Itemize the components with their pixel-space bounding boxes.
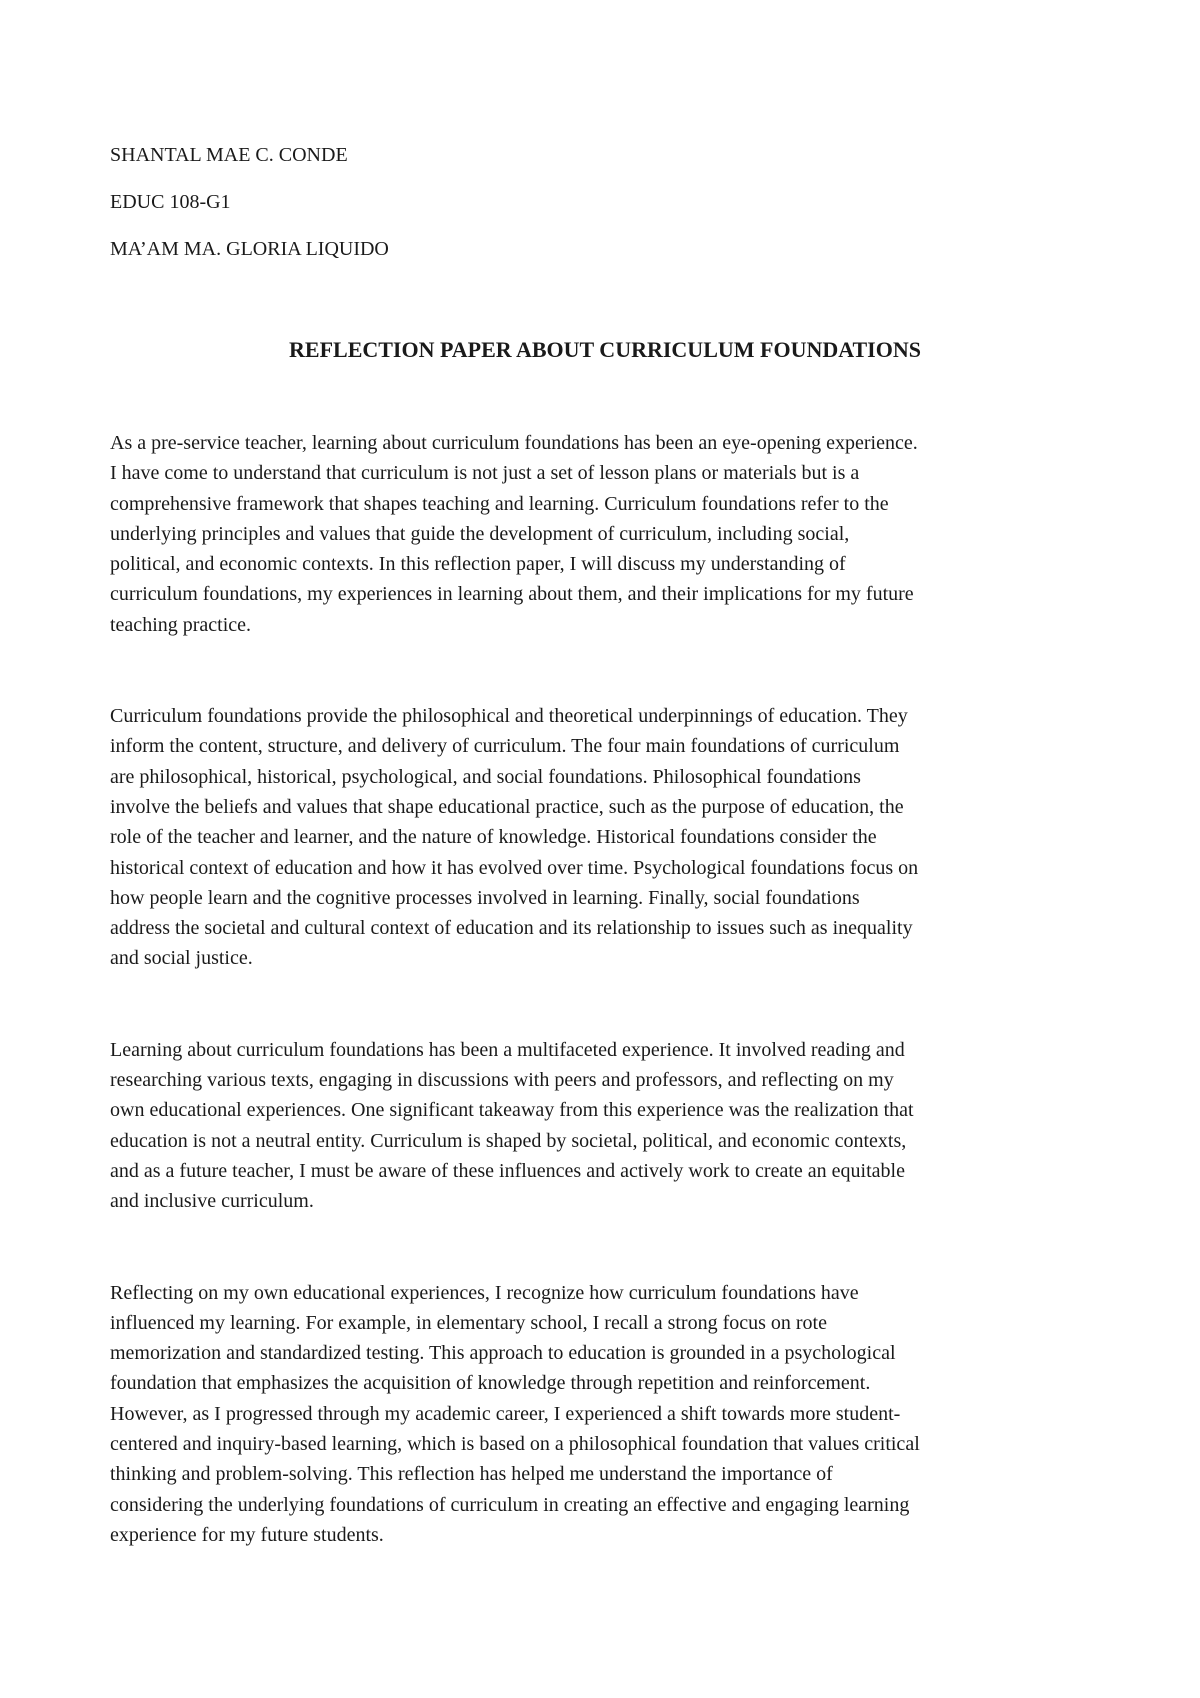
paragraph-line: curriculum foundations, my experiences in learning about them, and their implications for my future xyxy=(110,583,914,606)
paragraph-line: memorization and standardized testing. This approach to education is grounded in a psychological xyxy=(110,1342,896,1365)
paragraph-line: As a pre-service teacher, learning about curriculum foundations has been an eye-opening experience. xyxy=(110,432,918,454)
paragraph-line: considering the underlying foundations of curriculum in creating an effective and engaging learning xyxy=(110,1493,910,1516)
paragraph-line: However, as I progressed through my academic career, I experienced a shift towards more student- xyxy=(110,1402,901,1425)
paragraph-3 xyxy=(110,1035,1110,1217)
paragraph-line: inform the content, structure, and delivery of curriculum. The four main foundations of curriculum xyxy=(110,735,900,758)
paragraph-line: influenced my learning. For example, in elementary school, I recall a strong focus on rote xyxy=(110,1311,827,1334)
paragraph-line: Curriculum foundations provide the philosophical and theoretical underpinnings of education. They xyxy=(110,705,908,728)
paragraph-line: own educational experiences. One significant takeaway from this experience was the realization that xyxy=(110,1099,914,1122)
paragraph-line: underlying principles and values that guide the development of curriculum, including social, xyxy=(110,522,850,545)
paragraph-line: how people learn and the cognitive processes involved in learning. Finally, social foundations xyxy=(110,886,860,909)
paragraph-line: are philosophical, historical, psychological, and social foundations. Philosophical foundations xyxy=(110,765,861,788)
paper-title: REFLECTION PAPER ABOUT CURRICULUM FOUNDATIONS xyxy=(289,337,921,362)
paragraph-line: researching various texts, engaging in discussions with peers and professors, and reflecting on my xyxy=(110,1069,894,1092)
paragraph-line: and as a future teacher, I must be aware of these influences and actively work to create an equitable xyxy=(110,1159,905,1182)
paragraph-line: and inclusive curriculum. xyxy=(110,1190,314,1213)
paragraph-line: experience for my future students. xyxy=(110,1523,384,1546)
paragraph-line: thinking and problem-solving. This reflection has helped me understand the importance of xyxy=(110,1463,833,1486)
paper-body xyxy=(110,428,1110,1611)
paragraph-1 xyxy=(110,428,1110,640)
paragraph-line: education is not a neutral entity. Curriculum is shaped by societal, political, and economic contexts, xyxy=(110,1129,907,1152)
header-block xyxy=(110,142,1110,283)
paragraph-line: comprehensive framework that shapes teaching and learning. Curriculum foundations refer to the xyxy=(110,492,889,515)
instructor-name: MA’AM MA. GLORIA LIQUIDO xyxy=(110,238,389,260)
paragraph-line: centered and inquiry-based learning, which is based on a philosophical foundation that values critical xyxy=(110,1433,920,1456)
course-code: EDUC 108-G1 xyxy=(110,191,231,213)
paragraph-line: I have come to understand that curriculum is not just a set of lesson plans or materials but is a xyxy=(110,462,860,485)
paragraph-line: foundation that emphasizes the acquisition of knowledge through repetition and reinforcement. xyxy=(110,1372,871,1395)
paragraph-line: teaching practice. xyxy=(110,613,252,636)
paragraph-line: involve the beliefs and values that shape educational practice, such as the purpose of education, the xyxy=(110,795,904,818)
paragraph-line: Learning about curriculum foundations has been a multifaceted experience. It involved reading and xyxy=(110,1038,905,1061)
paragraph-4 xyxy=(110,1278,1110,1551)
paragraph-2 xyxy=(110,701,1110,974)
paragraph-line: address the societal and cultural context of education and its relationship to issues such as inequality xyxy=(110,917,913,940)
paragraph-line: and social justice. xyxy=(110,947,253,970)
paragraph-line: Reflecting on my own educational experiences, I recognize how curriculum foundations have xyxy=(110,1281,859,1304)
paragraph-line: historical context of education and how it has evolved over time. Psychological foundations focus on xyxy=(110,856,919,879)
student-name: SHANTAL MAE C. CONDE xyxy=(110,144,348,166)
paragraph-line: political, and economic contexts. In this reflection paper, I will discuss my understanding of xyxy=(110,553,846,576)
paragraph-line: role of the teacher and learner, and the nature of knowledge. Historical foundations consider the xyxy=(110,826,877,849)
